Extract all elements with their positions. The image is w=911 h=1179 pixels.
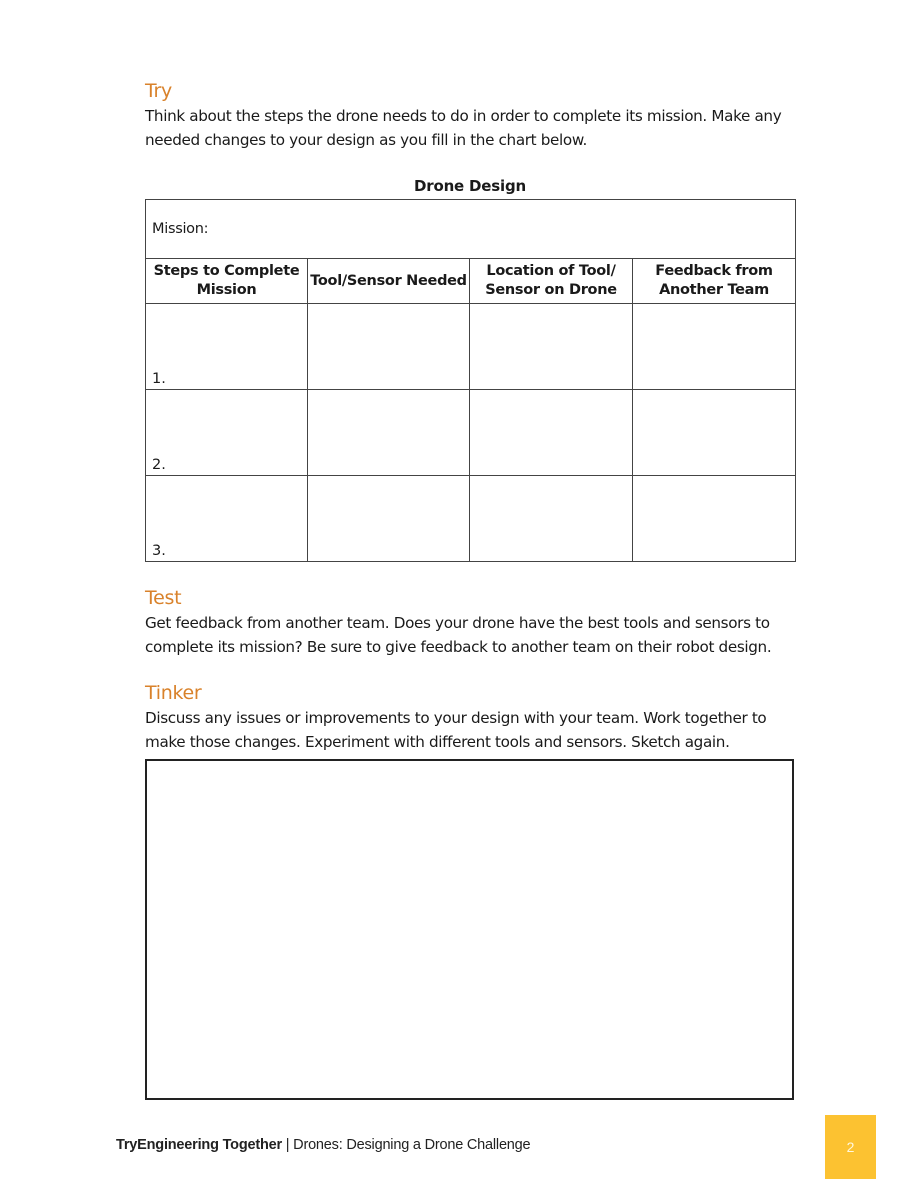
step-number: 1.: [152, 371, 166, 387]
footer-subtitle: Drones: Designing a Drone Challenge: [293, 1137, 531, 1153]
step-number: 3.: [152, 543, 166, 559]
table-row: [146, 476, 796, 562]
try-instructions: Think about the steps the drone needs to do in order to complete its mission. Make any needed changes to your design as you fill in the chart below.: [145, 107, 782, 149]
drone-design-table: [145, 199, 796, 562]
test-instructions: Get feedback from another team. Does your drone have the best tools and sensors to complete its mission? Be sure to give feedback to another team on their robot design.: [145, 614, 772, 656]
tool-cell[interactable]: [308, 476, 470, 562]
step-cell[interactable]: [146, 476, 308, 562]
feedback-cell[interactable]: [633, 304, 796, 390]
tinker-heading: Tinker: [145, 682, 202, 704]
step-cell[interactable]: [146, 390, 308, 476]
header-tool-sensor: Tool/Sensor Needed: [308, 259, 470, 304]
feedback-cell[interactable]: [633, 390, 796, 476]
location-cell[interactable]: [470, 476, 633, 562]
header-row: [146, 259, 796, 304]
feedback-cell[interactable]: [633, 476, 796, 562]
step-cell[interactable]: [146, 304, 308, 390]
header-steps: Steps to Complete Mission: [146, 259, 308, 304]
footer: [116, 1137, 530, 1153]
test-heading: Test: [145, 587, 182, 609]
footer-brand: TryEngineering Together: [116, 1137, 282, 1153]
table-title: Drone Design: [414, 177, 526, 195]
mission-field[interactable]: [146, 200, 796, 259]
tool-cell[interactable]: [308, 304, 470, 390]
step-number: 2.: [152, 457, 166, 473]
tinker-instructions: Discuss any issues or improvements to your design with your team. Work together to make those changes. Experiment with different tools and sensors. Sketch again.: [145, 709, 767, 751]
location-cell[interactable]: [470, 304, 633, 390]
sketch-area[interactable]: [145, 759, 794, 1100]
footer-separator: |: [281, 1137, 294, 1153]
mission-label: Mission:: [152, 221, 209, 237]
location-cell[interactable]: [470, 390, 633, 476]
page-number: 2: [846, 1139, 855, 1155]
tool-cell[interactable]: [308, 390, 470, 476]
page-number-badge: [825, 1115, 876, 1179]
header-location: Location of Tool/ Sensor on Drone: [470, 259, 633, 304]
header-feedback: Feedback from Another Team: [633, 259, 796, 304]
try-heading: Try: [145, 80, 172, 102]
table-row: [146, 304, 796, 390]
mission-row: [146, 200, 796, 259]
table-row: [146, 390, 796, 476]
